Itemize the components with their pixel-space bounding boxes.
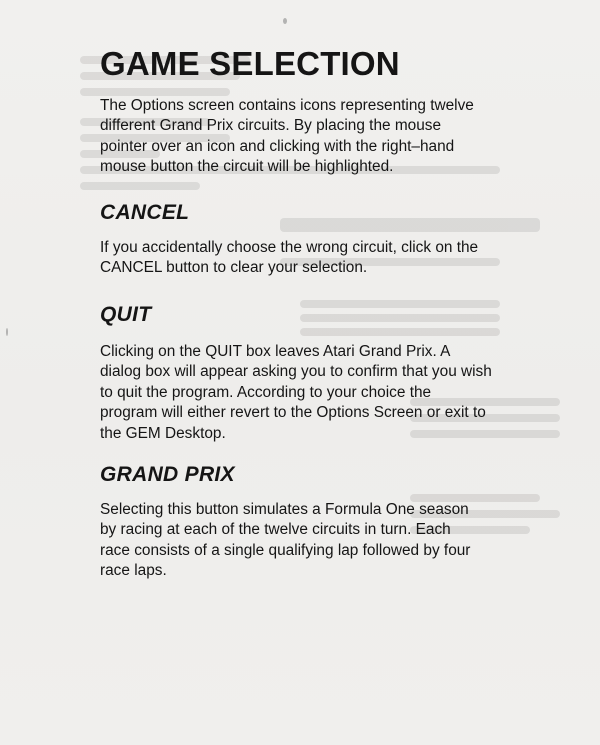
body-line: CANCEL button to clear your selection. bbox=[100, 259, 368, 277]
body-line: program will either revert to the Options Screen or exit to bbox=[100, 404, 486, 422]
body-line: race consists of a single qualifying lap followed by four bbox=[100, 541, 471, 559]
section-body-cancel bbox=[100, 238, 478, 279]
body-line: to quit the program. According to your choice the bbox=[100, 383, 432, 401]
body-line: the GEM Desktop. bbox=[100, 424, 226, 442]
body-line: Selecting this button simulates a Formula One season bbox=[100, 501, 469, 518]
section-body-quit bbox=[100, 342, 492, 444]
intro-line: pointer over an icon and clicking with the right–hand bbox=[100, 137, 455, 155]
intro-line: different Grand Prix circuits. By placing the mouse bbox=[100, 117, 442, 135]
paper-speck bbox=[6, 328, 8, 336]
intro-paragraph bbox=[100, 96, 474, 178]
section-body-grand-prix bbox=[100, 500, 470, 582]
body-line: race laps. bbox=[100, 562, 167, 580]
body-line: dialog box will appear asking you to confirm that you wish bbox=[100, 363, 492, 381]
body-line: by racing at each of the twelve circuits in turn. Each bbox=[100, 521, 451, 539]
intro-line: The Options screen contains icons representing twelve bbox=[100, 97, 474, 114]
intro-line: mouse button the circuit will be highlighted. bbox=[100, 158, 394, 176]
body-line: Clicking on the QUIT box leaves Atari Grand Prix. A bbox=[100, 343, 451, 360]
body-line: If you accidentally choose the wrong circuit, click on the bbox=[100, 239, 479, 256]
page-title: GAME SELECTION bbox=[100, 45, 400, 82]
section-heading-quit: QUIT bbox=[100, 303, 152, 326]
section-heading-grand-prix: GRAND PRIX bbox=[100, 463, 235, 486]
section-heading-cancel: CANCEL bbox=[100, 201, 190, 224]
paper-speck bbox=[283, 18, 287, 24]
